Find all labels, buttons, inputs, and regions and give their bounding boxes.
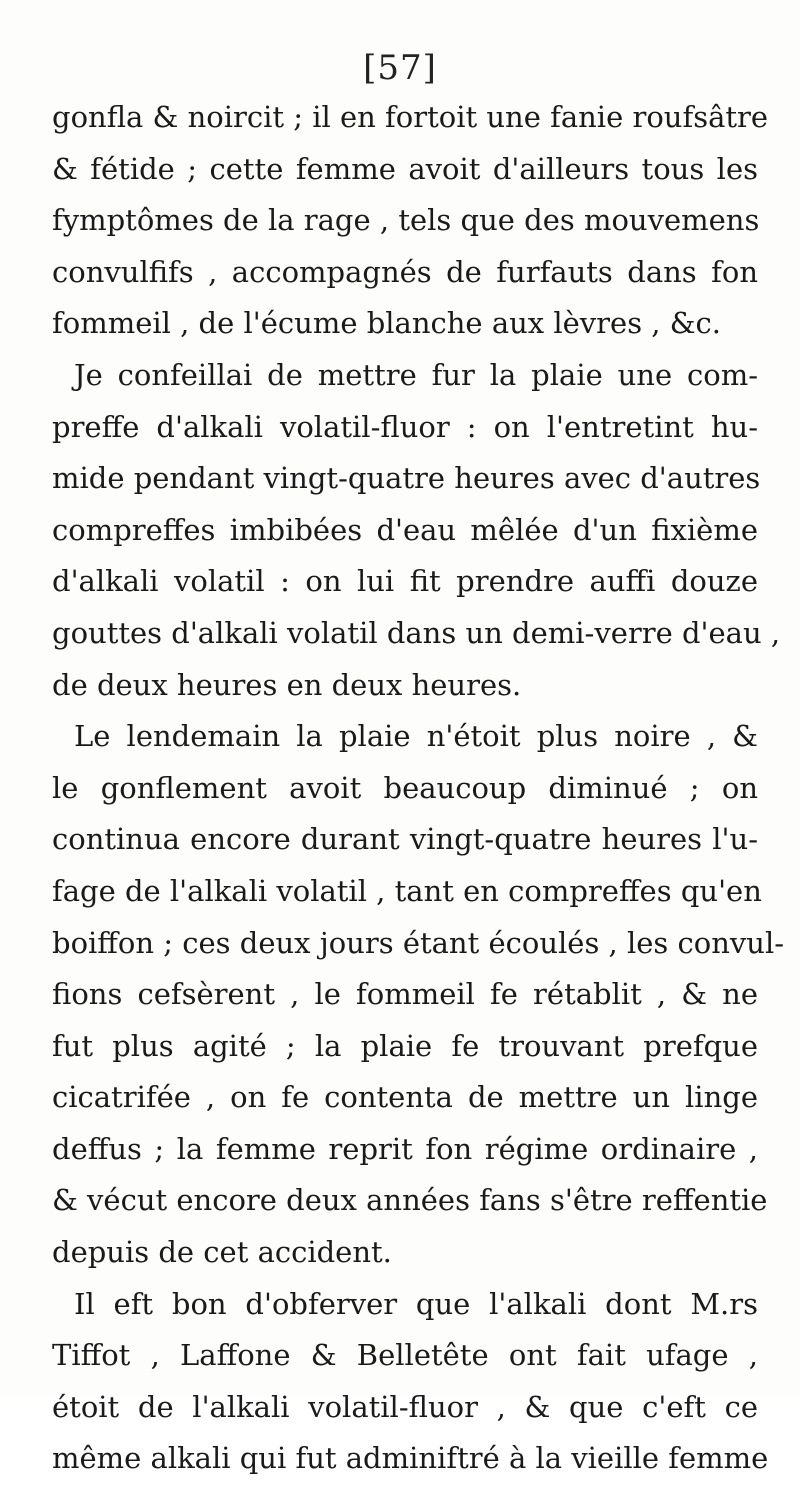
text-line: fymptômes de la rage , tels que des mouvemens [52, 203, 760, 238]
body-text [52, 92, 785, 1485]
text-line: convulfifs , accompagnés de furfauts dans fon [52, 254, 758, 289]
text-line: le gonflement avoit beaucoup diminué ; on [52, 770, 758, 805]
text-line: fommeil , de l'écume blanche aux lèvres , &c. [52, 306, 722, 341]
text-line: étoit de l'alkali volatil-fluor , & que c'eft ce [52, 1389, 758, 1424]
text-line: Je confeillai de mettre fur la plaie une com- [74, 357, 758, 392]
text-line: preffe d'alkali volatil-fluor : on l'entretint hu- [52, 409, 758, 444]
text-line: gouttes d'alkali volatil dans un demi-verre d'eau , [52, 615, 781, 650]
text-line: fage de l'alkali volatil , tant en compreffes qu'en [52, 873, 762, 908]
text-line: & vécut encore deux années fans s'être reffentie [52, 1183, 768, 1218]
text-line: fut plus agité ; la plaie fe trouvant prefque [52, 1028, 758, 1063]
page-number: [57] [363, 48, 437, 88]
text-line: boiffon ; ces deux jours étant écoulés , les convul- [52, 925, 785, 960]
text-line: deffus ; la femme reprit fon régime ordinaire , [52, 1131, 758, 1166]
text-line: mide pendant vingt-quatre heures avec d'autres [52, 461, 761, 496]
text-line: cicatrifée , on fe contenta de mettre un linge [52, 1080, 758, 1115]
text-line: même alkali qui fut adminiftré à la vieille femme [52, 1441, 769, 1476]
text-line: compreffes imbibées d'eau mêlée d'un fixième [52, 512, 758, 547]
text-line: de deux heures en deux heures. [52, 667, 522, 702]
text-line: gonfla & noircit ; il en fortoit une fanie roufsâtre [52, 100, 769, 134]
text-line: Le lendemain la plaie n'étoit plus noire , & [74, 719, 758, 754]
text-line: depuis de cet accident. [52, 1235, 392, 1270]
text-line: & fétide ; cette femme avoit d'ailleurs tous les [52, 151, 758, 186]
text-line: Il eft bon d'obferver que l'alkali dont M.rs [74, 1286, 758, 1321]
text-line: continua encore durant vingt-quatre heures l'u- [52, 822, 758, 857]
text-line: fions cefsèrent , le fommeil fe rétablit , & ne [52, 977, 758, 1012]
text-line: Tiffot , Laffone & Belletête ont fait ufage , [52, 1338, 758, 1373]
text-line: d'alkali volatil : on lui fit prendre auffi douze [52, 564, 758, 599]
